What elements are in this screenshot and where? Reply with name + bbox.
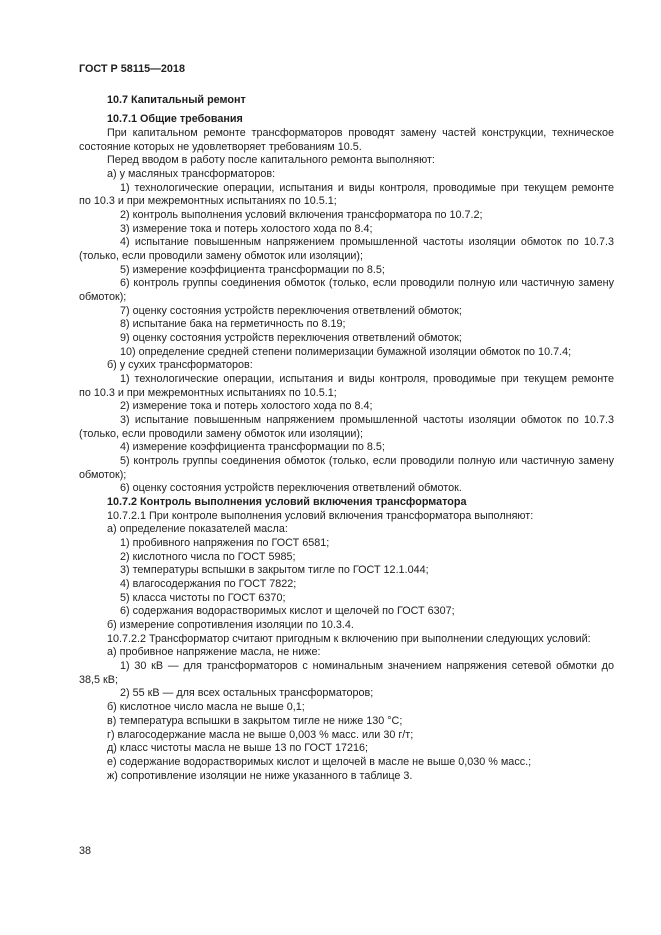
text-line: 2) 55 кВ — для всех остальных трансформаторов; <box>120 687 374 700</box>
page-number: 38 <box>79 845 92 857</box>
paragraph <box>79 633 614 647</box>
text-line: 3) температуры вспышки в закрытом тигле по ГОСТ 12.1.044; <box>120 564 429 577</box>
paragraph <box>79 756 614 770</box>
paragraph <box>79 687 614 701</box>
subsection-heading: 10.7.1 Общие требования <box>107 113 243 126</box>
paragraph <box>79 523 614 537</box>
paragraph <box>79 264 614 278</box>
text-line: обмоток); <box>79 291 127 303</box>
text-line: 3) испытание повышенным напряжением промышленной частоты изоляции обмоток по 10.7.3 <box>120 414 614 427</box>
text-line: 1) 30 кВ — для трансформаторов с номинальным значением напряжения сетевой обмотки до <box>120 660 614 673</box>
paragraph <box>79 441 614 455</box>
paragraph <box>79 127 614 154</box>
text-line: б) измерение сопротивления изоляции по 10.3.4. <box>107 619 354 632</box>
text-line: 2) кислотного числа по ГОСТ 5985; <box>120 550 296 563</box>
text-line: обмоток); <box>79 468 127 481</box>
paragraph <box>79 701 614 715</box>
text-line: по 10.3 и при межремонтных испытаниях по 10.5.1; <box>79 195 337 208</box>
paragraph <box>79 400 614 414</box>
page-body <box>79 94 614 783</box>
text-line: 9) оценку состояния устройств переключения ответвлений обмоток; <box>120 332 462 345</box>
text-line: 4) испытание повышенным напряжением промышленной частоты изоляции обмоток по 10.7.3 <box>120 236 614 249</box>
text-line: е) содержание водорастворимых кислот и щелочей в масле не выше 0,030 % масс.; <box>107 755 532 768</box>
text-line: 4) измерение коэффициента трансформации по 8.5; <box>120 441 385 454</box>
text-line: 6) содержания водорастворимых кислот и щелочей по ГОСТ 6307; <box>120 605 455 618</box>
paragraph <box>79 619 614 633</box>
paragraph <box>79 236 614 263</box>
text-line: 1) пробивного напряжения по ГОСТ 6581; <box>120 537 330 550</box>
paragraph <box>79 592 614 606</box>
paragraph <box>79 660 614 687</box>
paragraph <box>79 168 614 182</box>
document-code: ГОСТ Р 58115—2018 <box>79 63 185 75</box>
paragraph <box>79 154 614 168</box>
paragraph <box>79 414 614 441</box>
text-line: Перед вводом в работу после капитального ремонта выполняют: <box>107 154 435 167</box>
paragraph <box>79 277 614 304</box>
paragraph <box>79 482 614 496</box>
paragraph <box>79 646 614 660</box>
text-line: а) у масляных трансформаторов: <box>107 167 276 180</box>
paragraph <box>79 346 614 360</box>
paragraph <box>79 455 614 482</box>
paragraph <box>79 359 614 373</box>
text-line: г) влагосодержание масла не выше 0,003 % масс. или 30 г/т; <box>107 728 414 741</box>
text-line: а) определение показателей масла: <box>107 523 288 536</box>
paragraph <box>79 564 614 578</box>
text-line: 8) испытание бака на герметичность по 8.19; <box>120 318 346 331</box>
text-line: б) у сухих трансформаторов: <box>107 359 253 372</box>
text-line: 5) класса чистоты по ГОСТ 6370; <box>120 591 286 604</box>
paragraph <box>79 373 614 400</box>
text-line: 5) измерение коэффициента трансформации по 8.5; <box>120 263 385 276</box>
paragraph <box>79 182 614 209</box>
paragraph <box>79 578 614 592</box>
text-line: в) температура вспышки в закрытом тигле не ниже 130 °C; <box>107 714 403 727</box>
paragraph <box>79 209 614 223</box>
paragraph <box>79 223 614 237</box>
text-line: При капитальном ремонте трансформаторов проводят замену частей конструкции, техническое <box>107 126 614 139</box>
text-line: 1) технологические операции, испытания и виды контроля, проводимые при текущем ремонте <box>120 373 614 386</box>
section-text <box>79 127 614 783</box>
text-line: 38,5 кВ; <box>79 673 118 686</box>
text-line: (только, если проводили замену обмоток или изоляции); <box>79 249 364 262</box>
paragraph <box>79 715 614 729</box>
text-line: 3) измерение тока и потерь холостого хода по 8.4; <box>120 222 373 235</box>
text-line: а) пробивное напряжение масла, не ниже: <box>107 646 321 659</box>
text-line: состояние которых не удовлетворяет требованиям 10.5. <box>79 140 362 153</box>
paragraph <box>79 729 614 743</box>
text-line: 4) влагосодержания по ГОСТ 7822; <box>120 578 297 591</box>
paragraph <box>79 510 614 524</box>
text-line: д) класс чистоты масла не выше 13 по ГОСТ 17216; <box>107 742 369 755</box>
paragraph <box>79 305 614 319</box>
paragraph <box>79 605 614 619</box>
text-line: 7) оценку состояния устройств переключения ответвлений обмоток; <box>120 304 462 317</box>
text-line: 6) оценку состояния устройств переключения ответвлений обмоток. <box>120 482 462 495</box>
text-line: 10) определение средней степени полимеризации бумажной изоляции обмоток по 10.7.4; <box>120 345 572 358</box>
text-line: по 10.3 и при межремонтных испытаниях по 10.5.1; <box>79 386 337 399</box>
section-heading: 10.7.2 Контроль выполнения условий включения трансформатора <box>107 496 467 509</box>
paragraph <box>79 770 614 784</box>
text-line: б) кислотное число масла не выше 0,1; <box>107 701 305 714</box>
paragraph <box>79 318 614 332</box>
paragraph <box>79 742 614 756</box>
paragraph <box>79 332 614 346</box>
text-line: 2) контроль выполнения условий включения трансформатора по 10.7.2; <box>120 208 483 221</box>
section-heading: 10.7 Капитальный ремонт <box>107 94 246 106</box>
paragraph <box>79 537 614 551</box>
text-line: 2) измерение тока и потерь холостого хода по 8.4; <box>120 400 373 413</box>
text-line: 6) контроль группы соединения обмоток (только, если проводили полную или частичную замену <box>120 277 614 290</box>
text-line: 5) контроль группы соединения обмоток (только, если проводили полную или частичную замену <box>120 455 614 468</box>
text-line: ж) сопротивление изоляции не ниже указанного в таблице 3. <box>107 769 413 782</box>
paragraph <box>79 551 614 565</box>
text-line: 10.7.2.1 При контроле выполнения условий включения трансформатора выполняют: <box>107 509 534 522</box>
text-line: 1) технологические операции, испытания и виды контроля, проводимые при текущем ремонте <box>120 181 614 194</box>
text-line: (только, если проводили замену обмоток или изоляции); <box>79 427 364 440</box>
text-line: 10.7.2.2 Трансформатор считают пригодным к включению при выполнении следующих условий: <box>107 632 591 645</box>
